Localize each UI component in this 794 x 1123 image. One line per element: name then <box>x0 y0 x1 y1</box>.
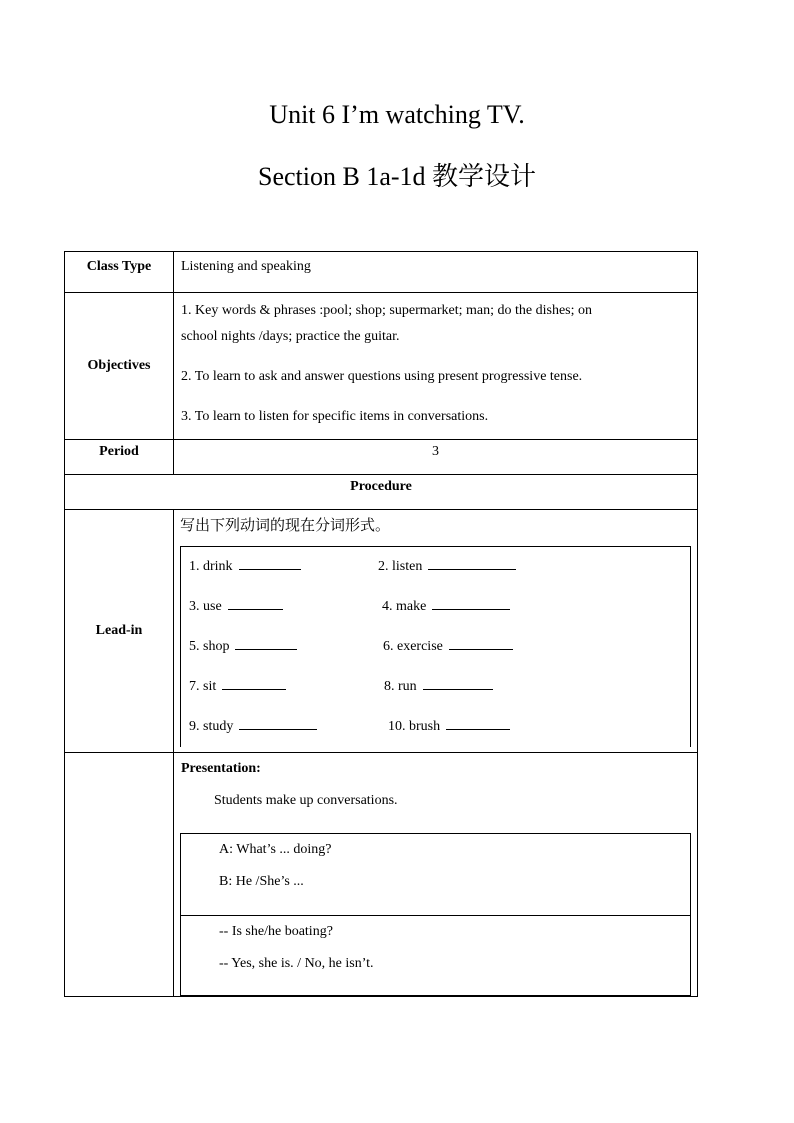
lesson-plan-table <box>64 251 698 997</box>
document-title: Unit 6 I’m watching TV. <box>269 100 525 129</box>
presentation-heading: Presentation: <box>181 761 261 776</box>
dialogue-line: -- Yes, she is. / No, he isn’t. <box>219 956 374 971</box>
presentation-cell <box>174 753 698 997</box>
objectives-row <box>65 293 698 440</box>
presentation-label-cell <box>65 753 174 997</box>
exercise-item: 9. study <box>189 719 234 734</box>
answer-blank[interactable] <box>446 715 510 730</box>
exercise-item: 5. shop <box>189 639 230 654</box>
lead-in-row <box>65 510 698 753</box>
exercise-row <box>181 667 690 707</box>
answer-blank[interactable] <box>235 635 297 650</box>
procedure-heading: Procedure <box>65 475 698 510</box>
presentation-row <box>65 753 698 997</box>
answer-blank[interactable] <box>239 555 301 570</box>
answer-blank[interactable] <box>423 675 493 690</box>
lead-in-cell <box>174 510 698 753</box>
objectives-label: Objectives <box>65 293 174 440</box>
procedure-row <box>65 475 698 510</box>
answer-blank[interactable] <box>228 595 283 610</box>
period-value: 3 <box>174 440 698 475</box>
answer-blank[interactable] <box>239 715 317 730</box>
exercise-box <box>180 546 691 747</box>
answer-blank[interactable] <box>222 675 286 690</box>
answer-blank[interactable] <box>432 595 510 610</box>
exercise-row <box>181 547 690 587</box>
class-type-value: Listening and speaking <box>174 252 698 293</box>
objective-line: 1. Key words & phrases :pool; shop; supermarket; man; do the dishes; on <box>181 303 592 318</box>
dialogue-box-1 <box>180 833 691 915</box>
objective-line: 3. To learn to listen for specific items in conversations. <box>181 409 489 424</box>
objectives-cell <box>174 293 698 440</box>
period-row <box>65 440 698 475</box>
lead-in-label: Lead-in <box>65 510 174 753</box>
exercise-item: 4. make <box>382 599 427 614</box>
objective-line: 2. To learn to ask and answer questions using present progressive tense. <box>181 369 583 384</box>
exercise-item: 7. sit <box>189 679 217 694</box>
dialogue-line: B: He /She’s ... <box>219 874 304 889</box>
lead-in-instruction: 写出下列动词的现在分词形式。 <box>180 516 391 534</box>
answer-blank[interactable] <box>428 555 516 570</box>
exercise-item: 1. drink <box>189 559 233 574</box>
dialogue-box-2 <box>180 915 691 996</box>
class-type-label: Class Type <box>65 252 174 293</box>
class-type-row <box>65 252 698 293</box>
exercise-item: 6. exercise <box>383 639 443 654</box>
exercise-item: 10. brush <box>388 719 441 734</box>
exercise-item: 2. listen <box>378 559 423 574</box>
dialogue-line: A: What’s ... doing? <box>219 842 332 857</box>
document-subtitle: Section B 1a-1d 教学设计 <box>257 162 537 191</box>
exercise-item: 8. run <box>384 679 417 694</box>
dialogue-line: -- Is she/he boating? <box>219 924 333 939</box>
exercise-row <box>181 707 690 747</box>
exercise-row <box>181 627 690 667</box>
exercise-item: 3. use <box>189 599 222 614</box>
exercise-row <box>181 587 690 627</box>
presentation-intro: Students make up conversations. <box>214 793 398 808</box>
objective-line: school nights /days; practice the guitar. <box>181 329 400 344</box>
answer-blank[interactable] <box>449 635 513 650</box>
period-label: Period <box>65 440 174 475</box>
